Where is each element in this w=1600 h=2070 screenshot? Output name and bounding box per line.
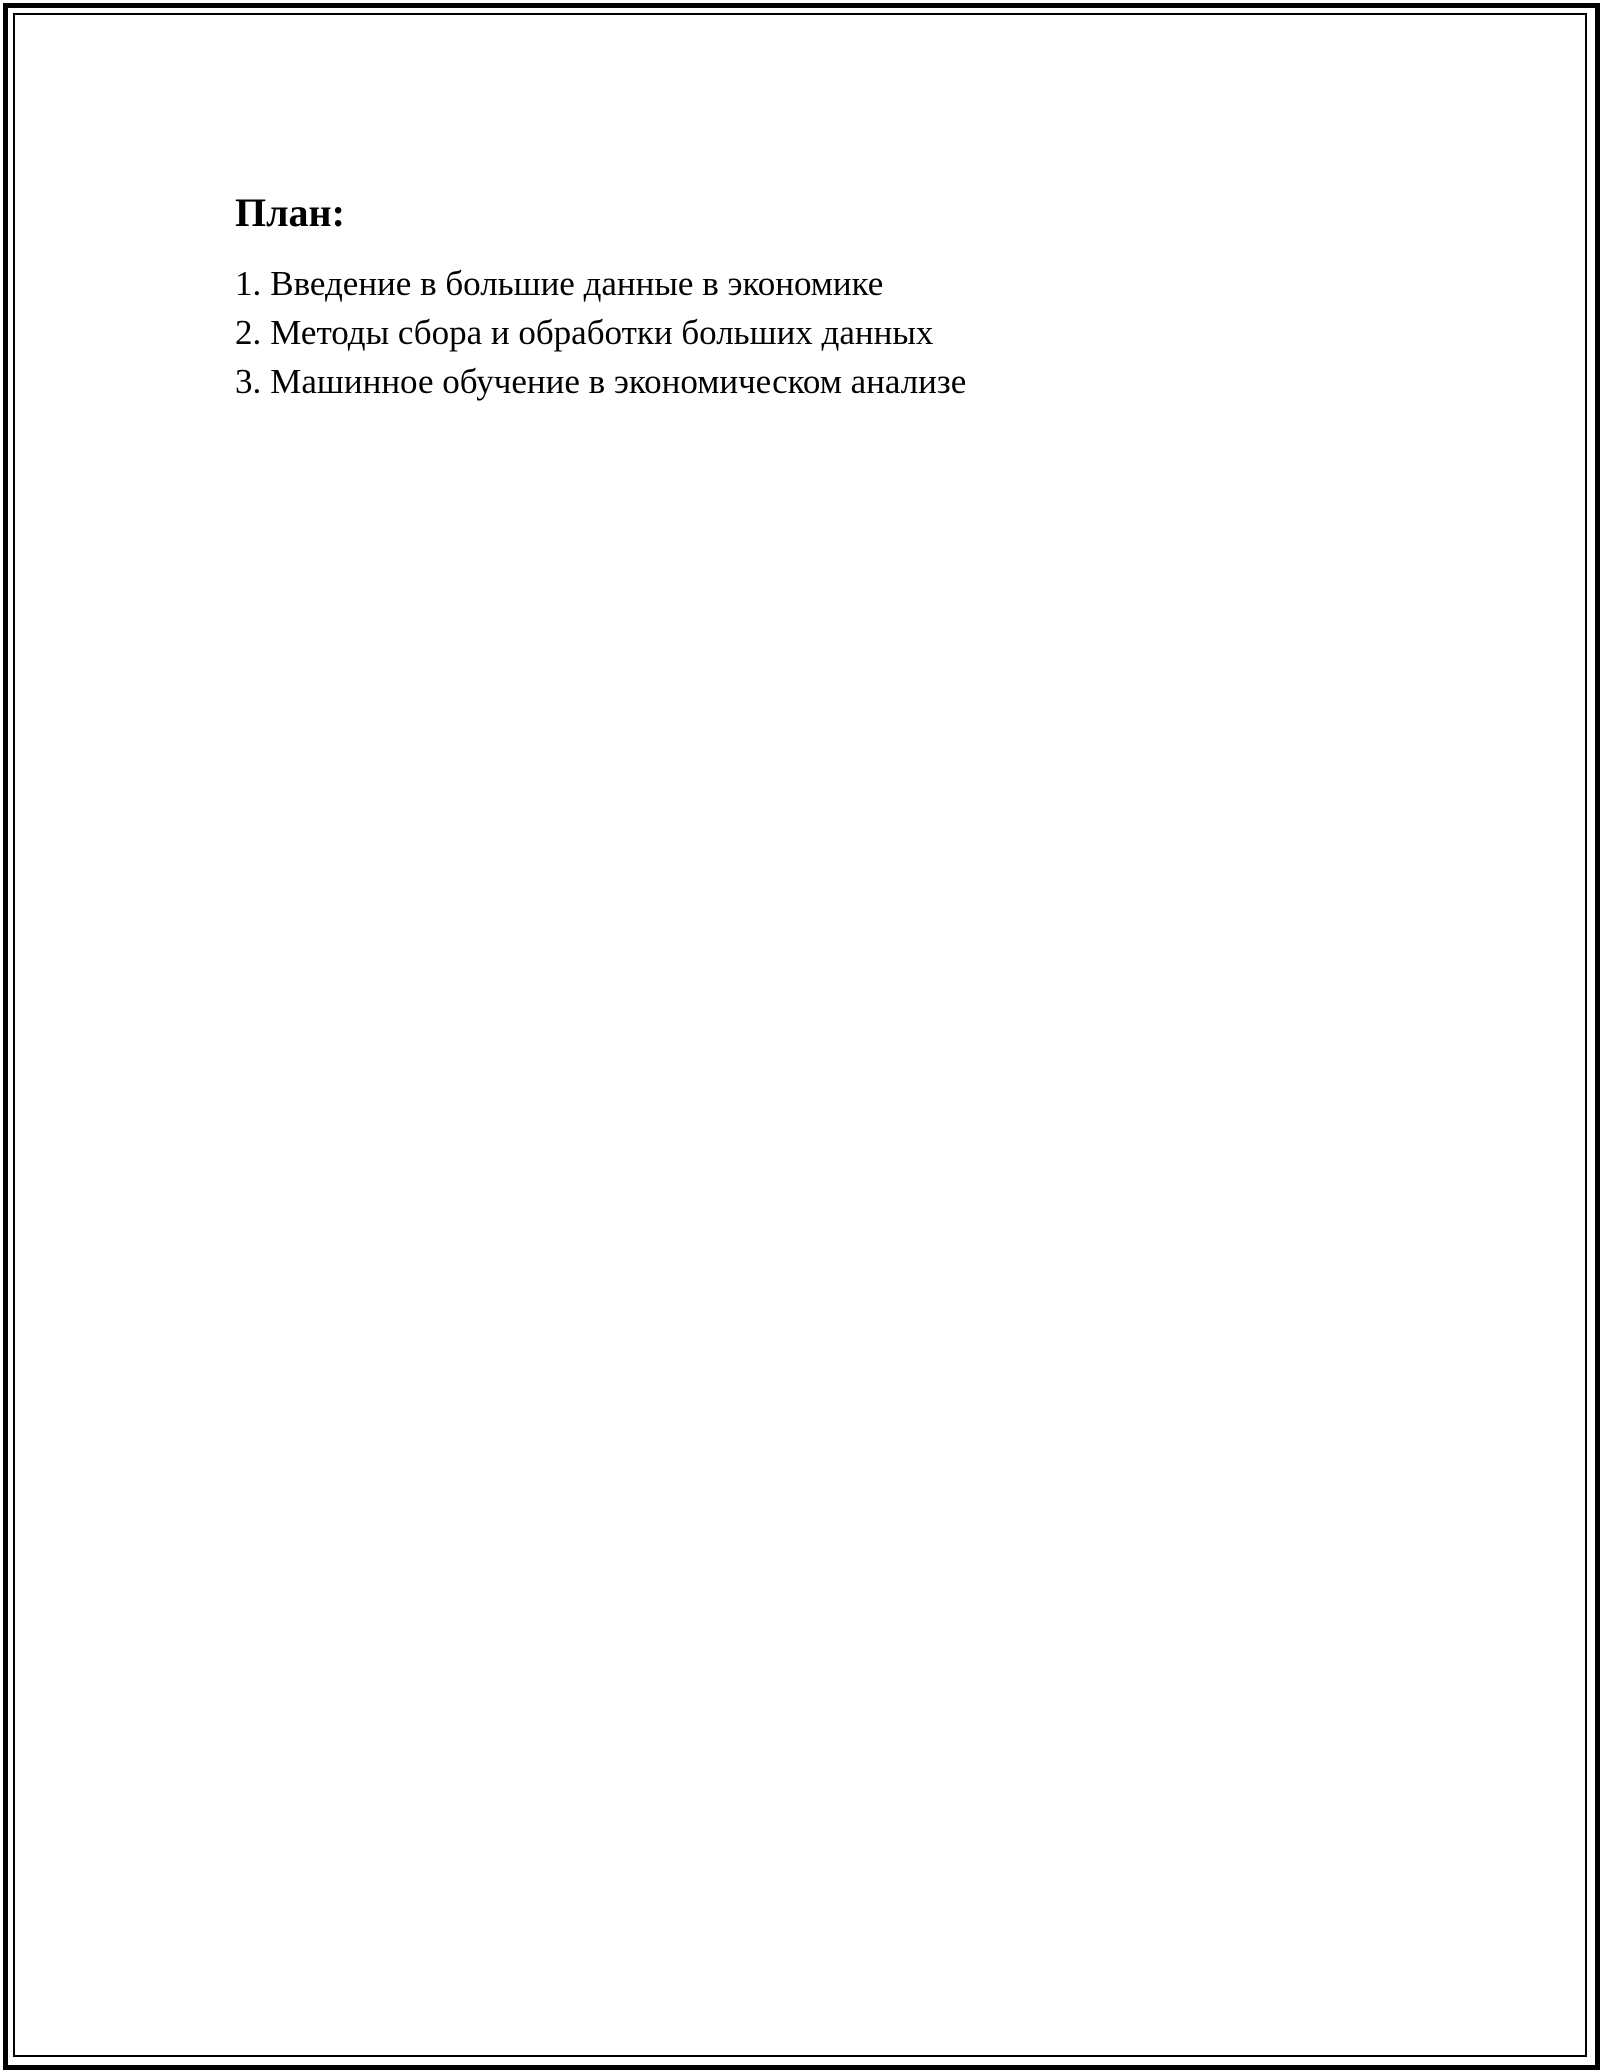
plan-list [235, 259, 1435, 406]
plan-item-2 [235, 308, 1435, 357]
plan-item-number: 1. [235, 264, 262, 303]
plan-title: План: [235, 190, 345, 235]
plan-item-text: Введение в большие данные в экономике [270, 264, 884, 303]
plan-item-number: 3. [235, 362, 262, 401]
plan-item-1 [235, 259, 1435, 308]
plan-item-text: Методы сбора и обработки больших данных [270, 313, 934, 352]
plan-item-number: 2. [235, 313, 262, 352]
plan-item-text: Машинное обучение в экономическом анализе [270, 362, 967, 401]
plan-item-3 [235, 357, 1435, 406]
document-content [235, 185, 1435, 406]
